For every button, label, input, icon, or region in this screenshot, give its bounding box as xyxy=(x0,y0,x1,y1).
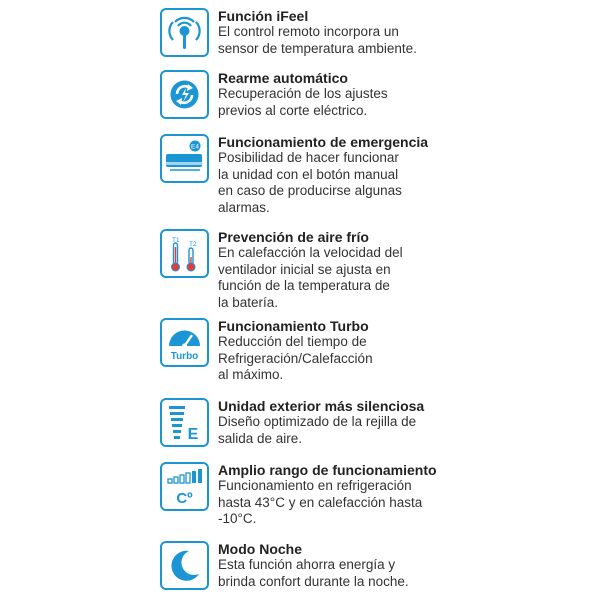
auto-restart-icon-box xyxy=(160,70,209,119)
wide-range-icon-box xyxy=(160,462,209,511)
feature-desc-line: brinda confort durante la noche. xyxy=(218,573,409,589)
feature-title: Función iFeel xyxy=(218,8,309,24)
feature-desc-line: Refrigeración/Calefacción xyxy=(218,350,373,366)
feature-desc-line: Esta función ahorra energía y xyxy=(218,557,396,572)
auto-restart-icon xyxy=(162,72,207,117)
feature-desc-line: Diseño optimizado de la rejilla de xyxy=(218,414,417,429)
silent-outdoor-unit-icon xyxy=(162,400,207,445)
ifeel-signal-icon xyxy=(162,10,207,55)
feature-desc-line: Reducción del tiempo de xyxy=(218,334,367,349)
feature-desc-line: la unidad con el botón manual xyxy=(218,166,399,182)
turbo-icon-box xyxy=(160,318,209,367)
feature-title: Prevención de aire frío xyxy=(218,229,369,245)
feature-desc-line: En calefacción la velocidad del xyxy=(218,245,403,260)
feature-title: Funcionamiento de emergencia xyxy=(218,134,429,150)
feature-desc-line: sensor de temperatura ambiente. xyxy=(218,40,417,56)
feature-desc-line: Posibilidad de hacer funcionar xyxy=(218,150,399,165)
feature-desc-line: alarmas. xyxy=(218,199,270,215)
wide-range-icon xyxy=(162,464,207,509)
feature-desc-line: salida de aire. xyxy=(218,430,303,446)
silent-icon-label: E xyxy=(187,426,199,443)
feature-title: Funcionamiento Turbo xyxy=(218,318,369,334)
feature-desc-line: función de la temperatura de xyxy=(218,278,390,293)
emergency-icon-box xyxy=(160,134,209,183)
turbo-icon-label: Turbo xyxy=(170,351,199,362)
feature-title: Rearme automático xyxy=(218,70,348,86)
feature-desc-line: Funcionamiento en refrigeración xyxy=(218,478,412,493)
feature-desc-line: al máximo. xyxy=(218,367,284,382)
thermometers-icon-box xyxy=(160,229,209,278)
moon-icon xyxy=(162,543,207,588)
feature-desc-line: Recuperación de los ajustes xyxy=(218,86,388,101)
feature-desc-line: El control remoto incorpora un xyxy=(218,24,399,39)
feature-desc-line: ventilador inicial se ajusta en xyxy=(218,261,391,277)
feature-desc-line: la batería. xyxy=(218,294,279,310)
feature-desc-line: hasta 43°C y en calefacción hasta xyxy=(218,494,423,510)
feature-desc-line: en caso de producirse algunas xyxy=(218,183,402,198)
feature-desc-line: -10°C. xyxy=(218,511,257,526)
emergency-unit-icon xyxy=(162,136,207,181)
wide-range-icon-label: Cº xyxy=(176,490,193,507)
thermometer-label-t1: T1 xyxy=(172,237,180,244)
emergency-icon-label: E4 xyxy=(191,143,199,151)
feature-title: Amplio rango de funcionamiento xyxy=(218,462,437,478)
feature-title: Modo Noche xyxy=(218,541,302,557)
thermometer-label-t2: T2 xyxy=(189,241,197,248)
feature-title: Unidad exterior más silenciosa xyxy=(218,398,425,414)
silent-unit-icon-box xyxy=(160,398,209,447)
thermometers-icon xyxy=(162,231,207,276)
turbo-gauge-icon xyxy=(162,320,207,365)
feature-desc-line: previos al corte eléctrico. xyxy=(218,102,368,118)
ifeel-icon-box xyxy=(160,8,209,57)
moon-icon-box xyxy=(160,541,209,590)
